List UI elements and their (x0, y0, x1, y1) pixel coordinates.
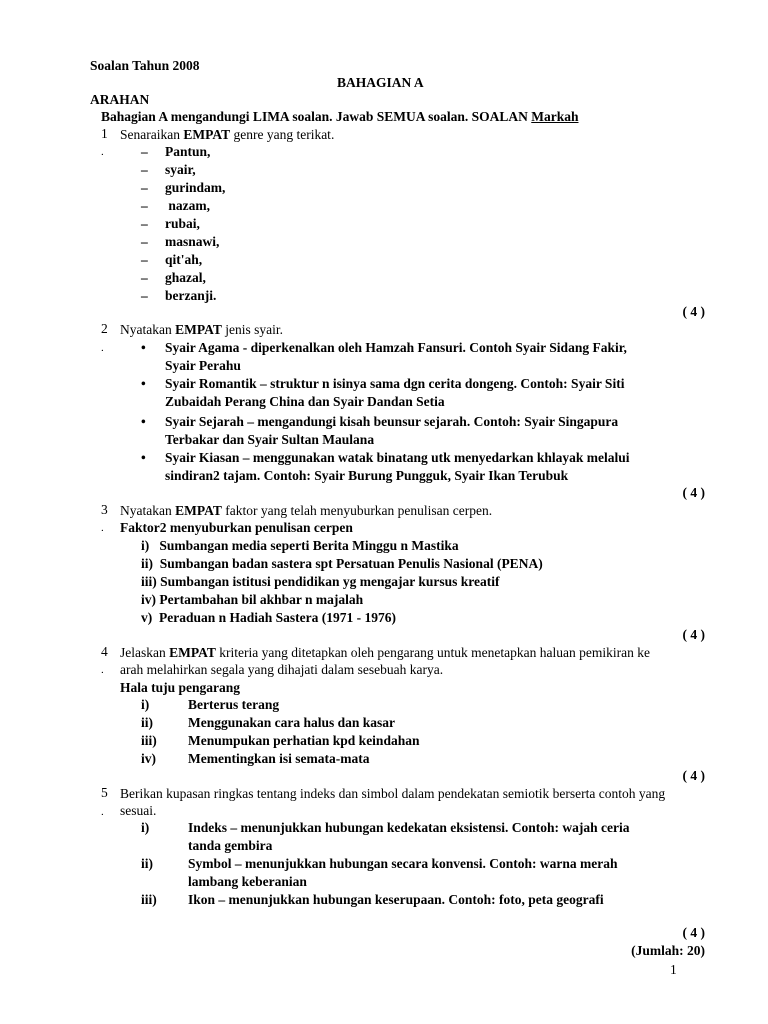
q5-numeral: ii) (141, 856, 153, 871)
q3-dot: . (101, 522, 104, 534)
q2-item-line: Terbakar dan Syair Sultan Maulana (165, 432, 375, 447)
q3-number: 3 (101, 502, 108, 517)
page-number: 1 (670, 962, 677, 977)
q3-subheading: Faktor2 menyuburkan penulisan cerpen (120, 520, 353, 535)
q2-dot: . (101, 342, 104, 354)
q5-prompt-line2: sesuai. (120, 803, 157, 818)
total-marks: (Jumlah: 20) (631, 943, 705, 958)
q1-item: nazam, (165, 198, 210, 213)
q2-prompt: Nyatakan EMPAT jenis syair. (120, 322, 283, 337)
q4-mark: ( 4 ) (682, 768, 705, 783)
q5-dot: . (101, 806, 104, 818)
q4-prompt-line2: arah melahirkan segala yang dihajati dalam sesebuah karya. (120, 662, 444, 677)
q4-numeral: iii) (141, 733, 157, 748)
q4-item: Berterus terang (188, 697, 280, 712)
q3-item: iii) Sumbangan istitusi pendidikan yg mengajar kursus kreatif (141, 574, 500, 589)
q3-mark: ( 4 ) (682, 627, 705, 642)
q2-item-line: Syair Kiasan – menggunakan watak binatang utk menyedarkan khlayak melalui (165, 450, 630, 465)
q5-mark: ( 4 ) (682, 925, 705, 940)
q5-item-line: tanda gembira (188, 838, 273, 853)
q3-item: iv) Pertambahan bil akhbar n majalah (141, 592, 364, 607)
q2-item-line: Zubaidah Perang China dan Syair Dandan Setia (165, 394, 445, 409)
q1-dash: – (141, 144, 148, 159)
q4-item: Menggunakan cara halus dan kasar (188, 715, 396, 730)
q5-number: 5 (101, 785, 108, 800)
q1-dash: – (141, 270, 148, 285)
q1-item: berzanji. (165, 288, 217, 303)
q1-dash: – (141, 198, 148, 213)
q1-item: qit'ah, (165, 252, 203, 267)
q2-mark: ( 4 ) (682, 485, 705, 500)
q1-dash: – (141, 252, 148, 267)
year-title: Soalan Tahun 2008 (90, 58, 200, 73)
q2-bullet: • (141, 340, 146, 355)
q1-item: Pantun, (165, 144, 211, 159)
q5-item-line: Symbol – menunjukkan hubungan secara konvensi. Contoh: warna merah (188, 856, 618, 871)
q4-item: Menumpukan perhatian kpd keindahan (188, 733, 420, 748)
q4-number: 4 (101, 644, 108, 659)
q2-item-line: Syair Perahu (165, 358, 241, 373)
q2-bullet: • (141, 414, 146, 429)
instructions-heading: ARAHAN (90, 92, 150, 107)
q1-dash: – (141, 216, 148, 231)
markah-label: Markah (531, 109, 579, 124)
q2-item-line: sindiran2 tajam. Contoh: Syair Burung Pungguk, Syair Ikan Terubuk (165, 468, 569, 483)
q4-subheading: Hala tuju pengarang (120, 680, 241, 695)
q5-item-line: Indeks – menunjukkan hubungan kedekatan eksistensi. Contoh: wajah ceria (188, 820, 630, 835)
q3-item: ii) Sumbangan badan sastera spt Persatuan Penulis Nasional (PENA) (141, 556, 543, 571)
q1-item: gurindam, (165, 180, 226, 195)
q5-numeral: i) (141, 820, 150, 835)
q5-item-line: Ikon – menunjukkan hubungan keserupaan. Contoh: foto, peta geografi (188, 892, 604, 907)
q1-dash: – (141, 162, 148, 177)
q3-item: v) Peraduan n Hadiah Sastera (1971 - 1976) (141, 610, 397, 625)
q4-prompt: Jelaskan EMPAT kriteria yang ditetapkan oleh pengarang untuk menetapkan haluan pemikiran ke (120, 645, 650, 660)
q1-item: syair, (165, 162, 196, 177)
q5-item-line: lambang keberanian (188, 874, 307, 889)
q5-numeral: iii) (141, 892, 157, 907)
q2-item-line: Syair Agama - diperkenalkan oleh Hamzah Fansuri. Contoh Syair Sidang Fakir, (165, 340, 627, 355)
q1-dot: . (101, 146, 104, 158)
q4-numeral: i) (141, 697, 150, 712)
q4-numeral: ii) (141, 715, 153, 730)
q1-dash: – (141, 288, 148, 303)
q1-item: masnawi, (165, 234, 220, 249)
q1-dash: – (141, 234, 148, 249)
q2-item-line: Syair Romantik – struktur n isinya sama dgn cerita dongeng. Contoh: Syair Siti (165, 376, 625, 391)
q1-item: ghazal, (165, 270, 206, 285)
q2-number: 2 (101, 321, 108, 336)
q1-dash: – (141, 180, 148, 195)
instructions-text: Bahagian A mengandungi LIMA soalan. Jawab SEMUA soalan. SOALAN Markah (101, 109, 579, 124)
q2-bullet: • (141, 376, 146, 391)
q1-item: rubai, (165, 216, 200, 231)
q4-dot: . (101, 664, 104, 676)
q2-item-line: Syair Sejarah – mengandungi kisah beunsur sejarah. Contoh: Syair Singapura (165, 414, 619, 429)
q3-item: i) Sumbangan media seperti Berita Minggu n Mastika (141, 538, 459, 553)
q3-prompt: Nyatakan EMPAT faktor yang telah menyuburkan penulisan cerpen. (120, 503, 493, 518)
q4-numeral: iv) (141, 751, 156, 766)
q1-number: 1 (101, 126, 108, 141)
q5-prompt: Berikan kupasan ringkas tentang indeks dan simbol dalam pendekatan semiotik berserta contoh yang (120, 786, 666, 801)
q1-mark: ( 4 ) (682, 304, 705, 319)
q4-item: Mementingkan isi semata-mata (188, 751, 370, 766)
section-title: BAHAGIAN A (337, 75, 424, 90)
q2-bullet: • (141, 450, 146, 465)
q1-prompt: Senaraikan EMPAT genre yang terikat. (120, 127, 335, 142)
